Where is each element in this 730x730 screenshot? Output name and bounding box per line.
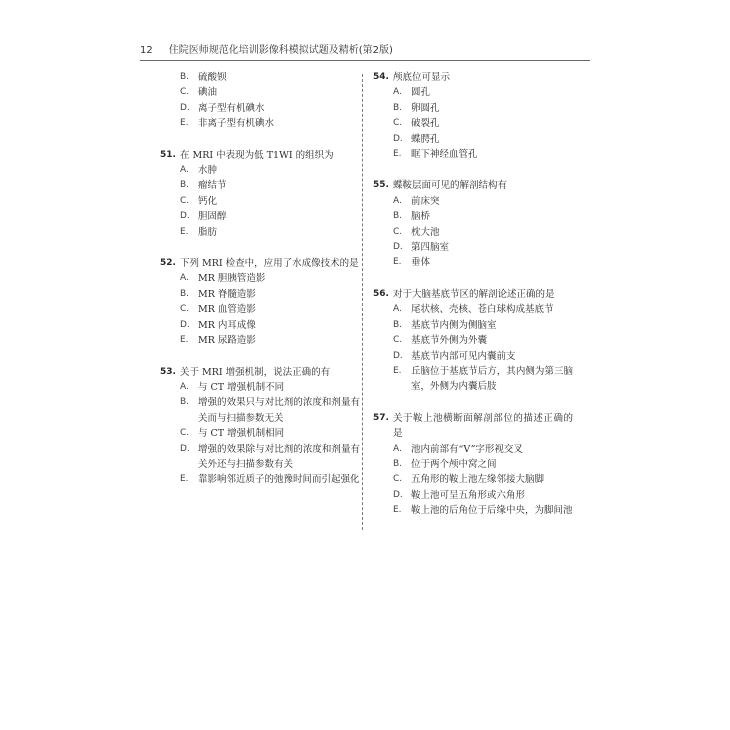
answer-option — [373, 225, 573, 240]
option-letter: A. — [180, 165, 189, 176]
option-letter: E. — [393, 365, 402, 376]
answer-option — [160, 333, 360, 348]
option-text: 前床突 — [411, 195, 440, 207]
option-letter: B. — [393, 319, 403, 330]
answer-option — [160, 101, 360, 116]
question-block — [373, 287, 573, 395]
question-stem — [160, 256, 360, 271]
column-divider — [362, 74, 363, 530]
option-letter: A. — [393, 195, 402, 206]
question-block — [160, 365, 360, 488]
question-stem — [373, 287, 573, 302]
option-text: 基底节内侧为侧脑室 — [411, 319, 497, 331]
option-text: 增强的效果除与对比剂的浓度和剂量有关外还与扫描参数有关 — [198, 443, 360, 470]
question-text: 关于 MRI 增强机制，说法正确的有 — [180, 366, 331, 378]
question-text: 在 MRI 中表现为低 T1WI 的组织为 — [180, 149, 334, 161]
option-letter: C. — [180, 428, 190, 439]
option-letter: B. — [393, 211, 403, 222]
option-text: 与 CT 增强机制不同 — [198, 381, 285, 393]
question-number: 55. — [373, 180, 389, 191]
answer-option — [373, 333, 573, 348]
left-column — [160, 70, 360, 504]
answer-option — [160, 442, 360, 473]
option-text: 非离子型有机碘水 — [198, 118, 275, 130]
option-text: 眶下神经血管孔 — [411, 149, 478, 161]
option-letter: B. — [180, 72, 190, 82]
question-block — [373, 411, 573, 519]
answer-option — [373, 472, 573, 487]
option-text: 圆孔 — [411, 87, 431, 99]
answer-option — [373, 503, 573, 518]
question-block — [373, 70, 573, 162]
question-stem — [160, 365, 360, 380]
question-number: 54. — [373, 72, 389, 82]
option-letter: B. — [180, 397, 190, 408]
answer-option — [160, 271, 360, 286]
answer-option — [373, 116, 573, 131]
answer-option — [373, 240, 573, 255]
answer-option — [373, 302, 573, 317]
option-letter: A. — [393, 87, 402, 98]
answer-option — [373, 364, 573, 395]
question-text: 蝶鞍层面可见的解剖结构有 — [393, 180, 508, 192]
option-letter: E. — [180, 118, 189, 129]
answer-option — [160, 209, 360, 224]
right-column — [373, 70, 573, 535]
option-text: 破裂孔 — [411, 118, 440, 130]
option-letter: D. — [180, 211, 190, 222]
answer-option — [160, 70, 360, 85]
page-number: 12 — [140, 45, 153, 56]
answer-option — [373, 318, 573, 333]
option-letter: A. — [180, 381, 189, 392]
option-text: 脑桥 — [411, 211, 431, 223]
book-title: 住院医师规范化培训影像科模拟试题及精析(第2版) — [168, 45, 393, 56]
question-number: 52. — [160, 258, 176, 269]
option-text: 增强的效果只与对比剂的浓度和剂量有关而与扫描参数无关 — [198, 397, 360, 424]
option-text: 位于两个颅中窝之间 — [411, 458, 497, 470]
answer-option — [160, 302, 360, 317]
option-letter: E. — [393, 257, 402, 268]
option-letter: B. — [393, 102, 403, 113]
option-letter: C. — [393, 226, 403, 237]
option-text: 基底节内部可见内囊前支 — [411, 350, 516, 362]
option-text: 卵圆孔 — [411, 102, 440, 114]
answer-option — [373, 457, 573, 472]
option-letter: D. — [180, 319, 190, 330]
answer-option — [160, 163, 360, 178]
question-number: 57. — [373, 412, 389, 423]
question-stem — [160, 148, 360, 163]
option-letter: D. — [180, 443, 190, 454]
option-text: MR 胆胰管造影 — [198, 273, 266, 285]
answer-option — [160, 116, 360, 131]
option-text: 丘脑位于基底节后方，其内侧为第三脑室，外侧为内囊后肢 — [411, 365, 573, 393]
question-number: 51. — [160, 149, 176, 160]
answer-option — [160, 287, 360, 302]
option-letter: E. — [393, 505, 402, 516]
option-text: 基底节外侧为外囊 — [411, 335, 488, 347]
option-text: 钙化 — [198, 195, 218, 207]
option-text: 蝶腭孔 — [411, 133, 440, 145]
option-text: 垂体 — [411, 257, 431, 269]
running-header — [140, 40, 590, 61]
option-text: 碘油 — [198, 87, 218, 99]
option-text: 第四脑室 — [411, 242, 450, 254]
answer-option — [160, 318, 360, 333]
answer-option — [373, 85, 573, 100]
option-letter: C. — [180, 304, 190, 315]
option-text: 瘤结节 — [198, 180, 227, 192]
option-text: 离子型有机碘水 — [198, 102, 265, 114]
answer-option — [373, 349, 573, 364]
answer-option — [373, 132, 573, 147]
answer-option — [373, 209, 573, 224]
option-letter: C. — [180, 195, 190, 206]
option-letter: A. — [180, 273, 189, 284]
option-text: MR 脊髓造影 — [198, 288, 256, 300]
option-letter: B. — [180, 288, 190, 299]
answer-option — [160, 194, 360, 209]
answer-option — [373, 255, 573, 270]
answer-option — [373, 194, 573, 209]
question-text: 关于鞍上池横断面解剖部位的描述正确的是 — [393, 412, 573, 440]
answer-option — [373, 442, 573, 457]
option-letter: E. — [393, 149, 402, 160]
option-letter: C. — [180, 87, 190, 98]
answer-option — [160, 178, 360, 193]
option-text: 枕大池 — [411, 226, 440, 238]
question-stem — [373, 411, 573, 442]
option-text: MR 尿路造影 — [198, 335, 256, 347]
option-text: 靠影响邻近质子的弛豫时间而引起强化 — [198, 474, 360, 486]
option-text: 鞍上池的后角位于后缘中央，为脚间池 — [411, 505, 573, 517]
option-text: 尾状核、壳核、苍白球构成基底节 — [411, 304, 554, 316]
option-letter: E. — [180, 474, 189, 485]
answer-option — [160, 380, 360, 395]
answer-option — [373, 101, 573, 116]
question-number: 56. — [373, 288, 389, 299]
option-letter: D. — [393, 489, 403, 500]
option-letter: D. — [393, 350, 403, 361]
option-letter: B. — [393, 458, 403, 469]
option-text: 硫酸钡 — [198, 72, 227, 83]
option-text: 脂肪 — [198, 226, 218, 238]
option-letter: C. — [393, 474, 403, 485]
option-letter: D. — [393, 133, 403, 144]
answer-option — [160, 85, 360, 100]
answer-option — [160, 426, 360, 441]
question-block — [373, 178, 573, 270]
option-letter: D. — [393, 242, 403, 253]
option-text: MR 内耳成像 — [198, 319, 256, 331]
option-letter: A. — [393, 443, 402, 454]
option-text: MR 血管造影 — [198, 304, 256, 316]
option-text: 水肿 — [198, 165, 218, 177]
question-block — [160, 256, 360, 348]
question-text: 对于大脑基底节区的解剖论述正确的是 — [393, 288, 555, 300]
answer-option — [160, 472, 360, 487]
option-text: 与 CT 增强机制相同 — [198, 428, 285, 440]
question-text: 颅底位可显示 — [393, 72, 451, 83]
question-stem — [373, 178, 573, 193]
option-text: 五角形的鞍上池左缘邻接大脑脚 — [411, 474, 545, 486]
answer-option — [160, 225, 360, 240]
option-text: 鞍上池可呈五角形或六角形 — [411, 489, 526, 501]
answer-option — [373, 488, 573, 503]
option-letter: A. — [393, 304, 402, 315]
question-block — [160, 70, 360, 132]
option-text: 胆固醇 — [198, 211, 227, 223]
option-letter: E. — [180, 226, 189, 237]
option-letter: C. — [393, 335, 403, 346]
question-text: 下列 MRI 检查中，应用了水成像技术的是 — [180, 258, 359, 270]
option-letter: C. — [393, 118, 403, 129]
answer-option — [373, 147, 573, 162]
question-block — [160, 148, 360, 240]
option-letter: D. — [180, 102, 190, 113]
question-stem — [373, 70, 573, 85]
option-letter: E. — [180, 335, 189, 346]
question-number: 53. — [160, 366, 176, 377]
option-letter: B. — [180, 180, 190, 191]
answer-option — [160, 395, 360, 426]
option-text: 池内前部有“V”字形视交叉 — [411, 443, 523, 455]
